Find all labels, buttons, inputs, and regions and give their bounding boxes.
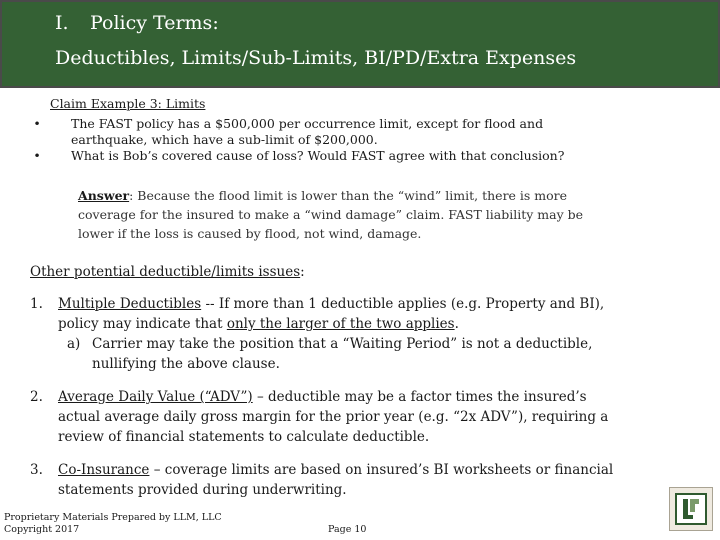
item-line: statements provided during underwriting. — [58, 482, 347, 498]
item-title: Co-Insurance — [58, 462, 150, 478]
sub-item-letter: a) — [67, 336, 81, 352]
bullet-dot-icon: • — [33, 116, 41, 131]
answer-text: : Because the flood limit is lower than the “wind” limit, there is more — [129, 188, 568, 203]
item-line — [58, 294, 690, 314]
bullet-item — [30, 116, 670, 148]
list-item — [30, 294, 690, 374]
slide-title-line1 — [55, 12, 219, 34]
item-title: Multiple Deductibles — [58, 296, 202, 312]
page-number: Page 10 — [328, 524, 367, 535]
other-issues-heading-text: Other potential deductible/limits issues — [30, 264, 301, 280]
answer-line — [78, 186, 678, 205]
list-item — [30, 460, 690, 500]
issues-list — [30, 294, 690, 513]
list-item — [30, 387, 690, 447]
footer-line: Proprietary Materials Prepared by LLM, LLC — [4, 512, 222, 523]
item-text: -- If more than 1 deductible applies (e.g. Property and BI), — [201, 296, 605, 312]
item-line — [58, 460, 690, 480]
answer-line: lower if the loss is caused by flood, not wind, damage. — [78, 226, 422, 241]
bullet-text-line: earthquake, which have a sub-limit of $200,000. — [71, 132, 378, 147]
item-text: – deductible may be a factor times the insured’s — [252, 389, 587, 405]
answer-block — [78, 186, 678, 243]
item-text: – coverage limits are based on insured’s BI worksheets or financial — [149, 462, 614, 478]
claim-example-bullets — [30, 116, 670, 164]
slide-title-line2: Deductibles, Limits/Sub-Limits, BI/PD/Extra Expenses — [55, 47, 577, 69]
footer-line: Copyright 2017 — [4, 524, 80, 535]
bullet-item — [30, 148, 670, 164]
bullet-text-line: What is Bob’s covered cause of loss? Would FAST agree with that conclusion? — [71, 148, 565, 163]
sub-item-line: Carrier may take the position that a “Waiting Period” is not a deductible, — [92, 336, 593, 352]
item-title: Average Daily Value (“ADV”) — [58, 389, 253, 405]
llm-logo-icon — [669, 487, 713, 531]
item-underlined-text: only the larger of the two applies — [226, 316, 455, 332]
item-text: . — [454, 316, 459, 332]
answer-line: coverage for the insured to make a “wind damage” claim. FAST liability may be — [78, 207, 584, 222]
section-number: I. — [55, 12, 69, 34]
other-issues-heading — [30, 262, 305, 283]
item-line — [58, 314, 690, 334]
title-banner — [0, 0, 720, 88]
other-issues-heading-colon: : — [300, 264, 305, 280]
item-line: review of financial statements to calculate deductible. — [58, 429, 430, 445]
item-number: 3. — [30, 462, 43, 478]
answer-label: Answer — [78, 188, 130, 203]
item-text: policy may indicate that — [58, 316, 227, 332]
logo-frame — [675, 493, 707, 525]
bullet-dot-icon: • — [33, 148, 41, 163]
sub-item — [58, 334, 690, 374]
logo-mark-icon — [677, 495, 705, 523]
claim-example-heading: Claim Example 3: Limits — [50, 96, 206, 111]
footer-copyright — [4, 512, 222, 536]
item-number: 1. — [30, 296, 43, 312]
bullet-text-line: The FAST policy has a $500,000 per occurrence limit, except for flood and — [71, 116, 544, 131]
section-title: Policy Terms: — [90, 12, 219, 34]
item-line: actual average daily gross margin for the prior year (e.g. “2x ADV”), requiring a — [58, 409, 609, 425]
item-line — [58, 387, 690, 407]
sub-item-line: nullifying the above clause. — [92, 356, 280, 372]
item-number: 2. — [30, 389, 43, 405]
